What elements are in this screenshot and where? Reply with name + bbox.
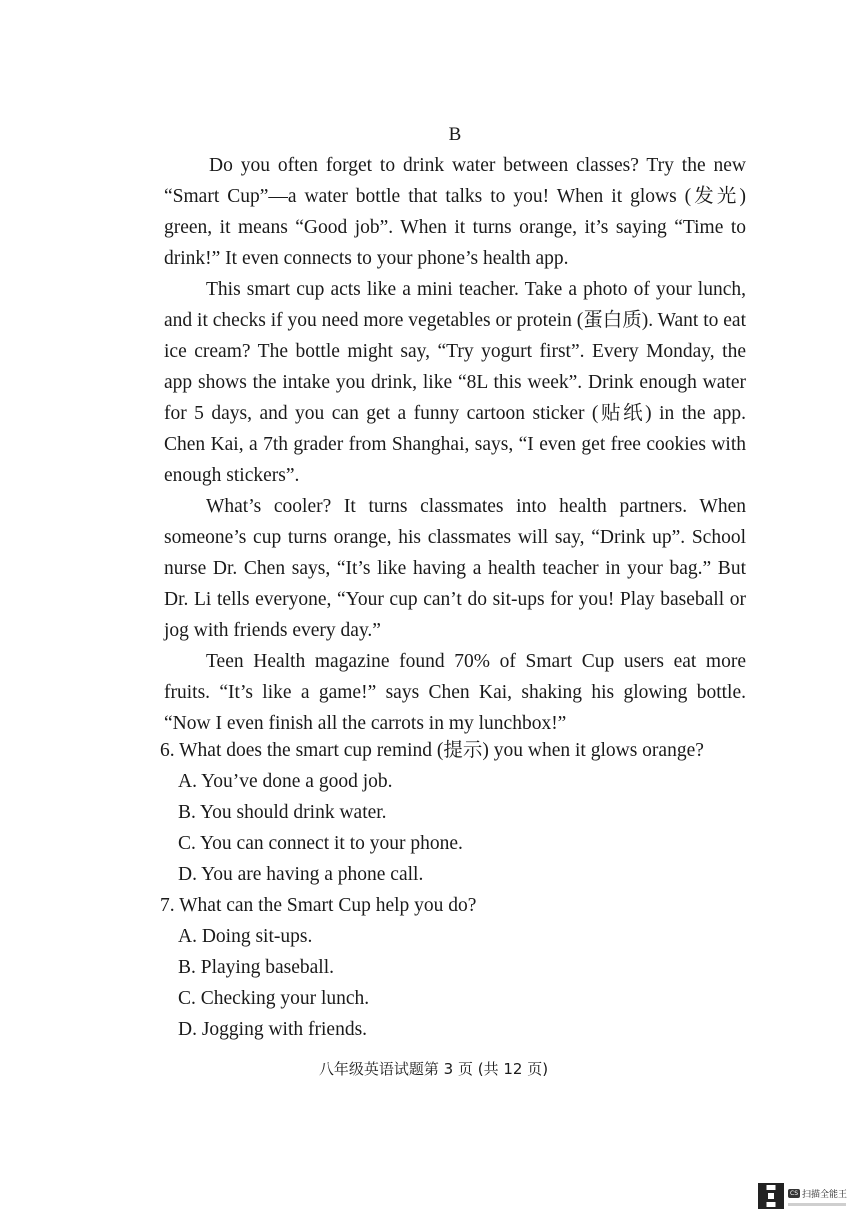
page-footer: 八年级英语试题第 3 页 (共 12 页) bbox=[318, 1060, 549, 1078]
scanner-logo-icon: CS bbox=[790, 1189, 798, 1197]
scanner-title-text: 扫描全能王 bbox=[802, 1189, 848, 1200]
qr-code-icon bbox=[758, 1183, 784, 1209]
passage-paragraph-1: Do you often forget to drink water between classes? Try the new “Smart Cup”—a water bottle that talks to you! When it glows (发光) green, it means “Good job”. When it turns orange, it’s saying “Time to drink!” It even connects to your phone’s health app. bbox=[164, 155, 746, 269]
question-list bbox=[160, 735, 760, 1045]
scanner-title bbox=[788, 1187, 847, 1200]
reading-passage bbox=[164, 150, 746, 739]
scanner-subtitle-line bbox=[788, 1203, 846, 1206]
question-stem: 6. What does the smart cup remind (提示) you when it glows orange? bbox=[160, 740, 704, 761]
option-b: B. Playing baseball. bbox=[178, 957, 334, 978]
option-d: D. Jogging with friends. bbox=[178, 1019, 368, 1040]
section-heading: B bbox=[448, 124, 462, 145]
passage-paragraph-2: This smart cup acts like a mini teacher. Take a photo of your lunch, and it checks if you need more vegetables or protein (蛋白质). Want to eat ice cream? The bottle might say, “Try yogurt first”. Every Monday, the app shows the intake you drink, like “8L this week”. Drink enough water for 5 days, and you can get a funny cartoon sticker (贴纸) in the app. Chen Kai, a 7th grader from Shanghai, says, “I even get free cookies with enough stickers”. bbox=[164, 279, 746, 486]
question-6 bbox=[160, 735, 760, 890]
scanner-watermark bbox=[758, 1180, 854, 1212]
option-c: C. You can connect it to your phone. bbox=[178, 833, 463, 854]
option-d: D. You are having a phone call. bbox=[178, 864, 424, 885]
passage-paragraph-4: Teen Health magazine found 70% of Smart Cup users eat more fruits. “It’s like a game!” says Chen Kai, shaking his glowing bottle. “Now I even finish all the carrots in my lunchbox!” bbox=[164, 651, 746, 734]
answer-options bbox=[160, 766, 760, 890]
question-7 bbox=[160, 890, 760, 1045]
option-c: C. Checking your lunch. bbox=[178, 988, 370, 1009]
answer-options bbox=[160, 921, 760, 1045]
option-a: A. Doing sit-ups. bbox=[178, 926, 313, 947]
option-b: B. You should drink water. bbox=[178, 802, 387, 823]
passage-paragraph-3: What’s cooler? It turns classmates into health partners. When someone’s cup turns orange, his classmates will say, “Drink up”. School nurse Dr. Chen says, “It’s like having a health teacher in your bag.” But Dr. Li tells everyone, “Your cup can’t do sit-ups for you! Play baseball or jog with friends every day.” bbox=[164, 496, 746, 641]
question-stem: 7. What can the Smart Cup help you do? bbox=[160, 895, 477, 916]
scanner-label bbox=[788, 1187, 847, 1206]
option-a: A. You’ve done a good job. bbox=[178, 771, 393, 792]
